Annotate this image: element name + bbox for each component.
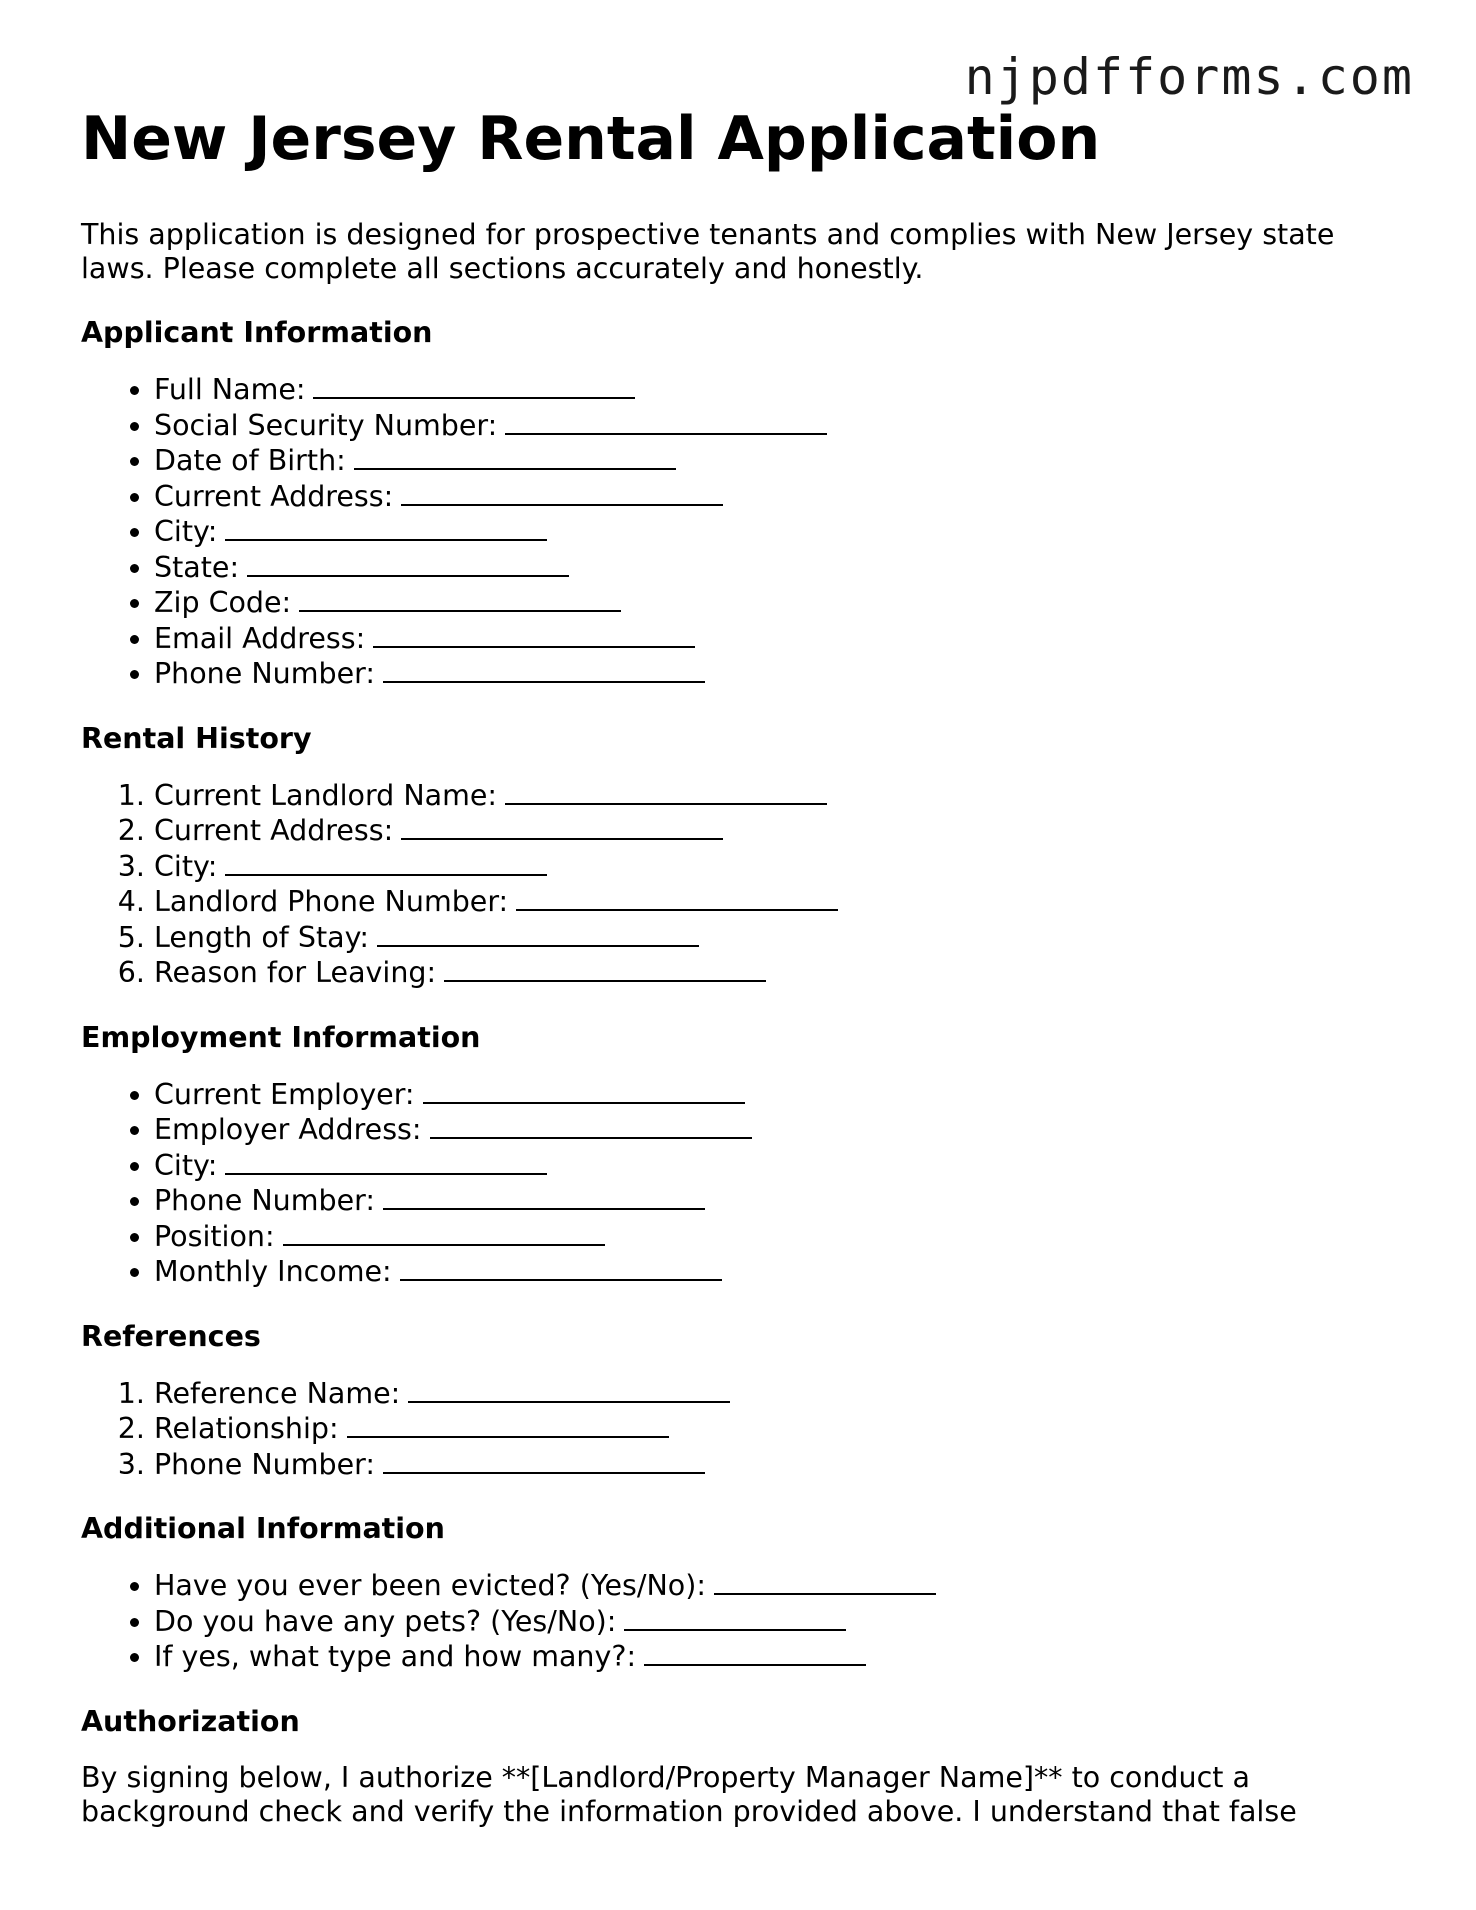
references-heading: References — [81, 1319, 261, 1353]
field-label: Social Security Number: — [154, 408, 498, 442]
site-watermark: njpdfforms.com — [964, 48, 1414, 106]
fill-in-blank[interactable] — [354, 443, 676, 470]
field-label: Date of Birth: — [154, 444, 346, 477]
field-label: Position: — [154, 1219, 275, 1253]
field-label: City: — [154, 515, 218, 548]
list-item — [154, 1447, 1381, 1483]
list-item — [154, 813, 1381, 849]
references-list — [81, 1376, 1381, 1483]
applicant-heading: Applicant Information — [81, 316, 433, 349]
field-label: Employer Address: — [154, 1113, 422, 1146]
list-item — [154, 443, 1381, 479]
list-item — [154, 621, 1381, 657]
applicant-list — [81, 372, 1381, 692]
fill-in-blank[interactable] — [383, 656, 705, 683]
field-label: City: — [154, 849, 218, 883]
field-label: Length of Stay: — [154, 920, 370, 954]
field-label: Phone Number: — [154, 657, 375, 690]
list-item — [154, 1411, 1381, 1447]
list-item — [154, 1219, 1381, 1255]
list-item — [154, 1568, 1381, 1604]
list-item — [154, 585, 1381, 621]
fill-in-blank[interactable] — [400, 1254, 722, 1281]
fill-in-blank[interactable] — [408, 1376, 730, 1403]
fill-in-blank[interactable] — [505, 408, 827, 435]
employment-heading: Employment Information — [81, 1020, 481, 1054]
fill-in-blank[interactable] — [347, 1411, 669, 1438]
field-label: Landlord Phone Number: — [154, 885, 509, 918]
list-item — [154, 920, 1381, 956]
field-label: Email Address: — [154, 621, 366, 655]
fill-in-blank[interactable] — [505, 778, 827, 805]
list-item — [154, 955, 1381, 991]
list-item — [154, 1077, 1381, 1113]
fill-in-blank[interactable] — [624, 1604, 846, 1631]
fill-in-blank[interactable] — [444, 955, 766, 982]
fill-in-blank[interactable] — [247, 550, 569, 577]
list-item — [154, 778, 1381, 814]
list-item — [154, 550, 1381, 586]
rental-history-list — [81, 778, 1381, 991]
fill-in-blank[interactable] — [225, 849, 547, 876]
list-item — [154, 656, 1381, 692]
list-item — [154, 479, 1381, 515]
fill-in-blank[interactable] — [383, 1183, 705, 1210]
additional-list — [81, 1568, 1381, 1675]
field-label: Current Address: — [154, 814, 394, 847]
fill-in-blank[interactable] — [283, 1219, 605, 1246]
list-item — [154, 1148, 1381, 1184]
list-item — [154, 1639, 1381, 1675]
field-label: Have you ever been evicted? (Yes/No): — [154, 1569, 706, 1602]
list-item — [154, 1376, 1381, 1412]
field-label: Reason for Leaving: — [154, 956, 437, 989]
field-label: Monthly Income: — [154, 1255, 392, 1288]
fill-in-blank[interactable] — [225, 514, 547, 541]
list-item — [154, 1183, 1381, 1219]
field-label: Zip Code: — [154, 586, 292, 619]
field-label: Do you have any pets? (Yes/No): — [154, 1604, 617, 1638]
field-label: City: — [154, 1148, 218, 1182]
additional-heading: Additional Information — [81, 1512, 445, 1545]
list-item — [154, 408, 1381, 444]
fill-in-blank[interactable] — [644, 1639, 866, 1666]
fill-in-blank[interactable] — [377, 920, 699, 947]
fill-in-blank[interactable] — [714, 1568, 936, 1595]
list-item — [154, 514, 1381, 550]
fill-in-blank[interactable] — [423, 1077, 745, 1104]
fill-in-blank[interactable] — [383, 1447, 705, 1474]
employment-list — [81, 1077, 1381, 1290]
field-label: Current Address: — [154, 479, 394, 513]
fill-in-blank[interactable] — [401, 813, 723, 840]
field-label: Phone Number: — [154, 1184, 375, 1217]
fill-in-blank[interactable] — [401, 479, 723, 506]
intro-paragraph: This application is designed for prospective tenants and complies with New Jersey state laws. Please complete all sections accurately and honestly. — [81, 218, 1335, 285]
list-item — [154, 1604, 1381, 1640]
list-item — [154, 849, 1381, 885]
rental-history-heading: Rental History — [81, 721, 312, 755]
fill-in-blank[interactable] — [430, 1112, 752, 1139]
field-label: Relationship: — [154, 1412, 339, 1445]
authorization-paragraph: By signing below, I authorize **[Landlord/Property Manager Name]** to conduct a background check and verify the information provided above. I understand that false — [81, 1760, 1297, 1828]
field-label: Phone Number: — [154, 1447, 375, 1481]
list-item — [154, 1254, 1381, 1290]
page-title: New Jersey Rental Application — [81, 104, 1101, 174]
field-label: Current Landlord Name: — [154, 778, 498, 812]
list-item — [154, 1112, 1381, 1148]
field-label: State: — [154, 550, 240, 584]
fill-in-blank[interactable] — [373, 621, 695, 648]
fill-in-blank[interactable] — [225, 1148, 547, 1175]
field-label: Full Name: — [154, 373, 306, 406]
fill-in-blank[interactable] — [299, 585, 621, 612]
list-item — [154, 884, 1381, 920]
fill-in-blank[interactable] — [516, 884, 838, 911]
field-label: If yes, what type and how many?: — [154, 1640, 637, 1673]
field-label: Reference Name: — [154, 1376, 401, 1410]
document-body — [81, 100, 1381, 1829]
authorization-heading: Authorization — [81, 1704, 300, 1738]
field-label: Current Employer: — [154, 1077, 415, 1111]
fill-in-blank[interactable] — [313, 372, 635, 399]
list-item — [154, 372, 1381, 408]
